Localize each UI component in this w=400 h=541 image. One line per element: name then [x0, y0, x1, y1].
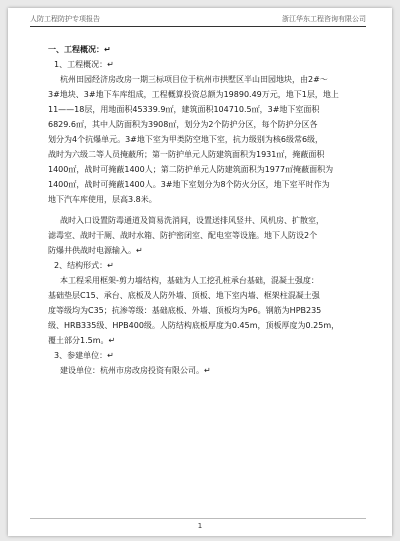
section-title-overview: 一、工程概况：↵ — [48, 45, 111, 54]
subsection-3-title: 3、参建单位：↵ — [54, 351, 114, 360]
paragraph-line: 基础垫层C15、承台、底板及人防外墙、顶板、地下室内墙、框架柱混凝土强 — [48, 291, 320, 300]
subsection-1-title: 1、工程概况：↵ — [54, 60, 114, 69]
header-left-text: 人防工程防护专项报告 — [30, 15, 100, 23]
paragraph-line: 11——18层，用地面积45339.9㎡，建筑面积104710.5㎡，3#地下室面积 — [48, 105, 320, 114]
paragraph-line: 战时入口设置防毒通道及简易洗消间，设置送排风竖井、风机房、扩散室， — [60, 216, 324, 225]
paragraph-line: 防爆井供战时电源输入。↵ — [48, 246, 143, 255]
header-right-text: 浙江华东工程咨询有限公司 — [282, 15, 366, 23]
paragraph-line: 本工程采用框架-剪力墙结构，基础为人工挖孔桩承台基础，混凝土强度： — [60, 276, 319, 285]
document-page — [8, 8, 392, 536]
paragraph-line: 1400㎡，战时可掩蔽1400人。3#地下室划分为8个防火分区，地下室平时作为 — [48, 180, 330, 189]
paragraph-line: 地下汽车库使用，层高3.8米。 — [48, 195, 157, 204]
page-number: 1 — [197, 522, 203, 530]
paragraph-line: 6829.6㎡，其中人防面积为3908㎡，划分为2个防护分区，每个防护分区各 — [48, 120, 318, 129]
paragraph-line: 战时为六级二等人员掩蔽所；第一防护单元人防建筑面积为1931㎡，掩蔽面积 — [48, 150, 325, 159]
paragraph-line: 3#地块、3#地下车库组成，工程概算投资总额为19890.49万元，地下1层，地上 — [48, 90, 339, 99]
document-body — [48, 42, 362, 378]
footer-rule — [30, 518, 366, 519]
paragraph-line: 划分为4个抗爆单元。3#地下室为甲类防空地下室，抗力级别为核6级常6级， — [48, 135, 324, 144]
paragraph-line: 滤毒室、战时干厕、战时水箱、防护密闭室、配电室等设施。地下人防设2个 — [48, 231, 318, 240]
page-header — [30, 14, 366, 27]
paragraph-line: 级、HRB335级、HPB400级。人防结构底板厚度为0.45m，顶板厚度为0.25m， — [48, 321, 340, 330]
paragraph-line: 覆土部分1.5m。↵ — [48, 336, 116, 345]
paragraph-line: 杭州田园经济房改房一期三标项目位于杭州市拱墅区半山田园地块，由2#～ — [60, 75, 328, 84]
paragraph-line: 1400㎡，战时可掩蔽1400人；第二防护单元人防建筑面积为1977㎡掩蔽面积为 — [48, 165, 334, 174]
paragraph-line: 建设单位：杭州市房改房投资有限公司。↵ — [60, 366, 211, 375]
subsection-2-title: 2、结构形式：↵ — [54, 261, 114, 270]
paragraph-line: 度等级均为C35；抗渗等级：基础底板、外墙、顶板均为P6。钢筋为HPB235 — [48, 306, 322, 315]
